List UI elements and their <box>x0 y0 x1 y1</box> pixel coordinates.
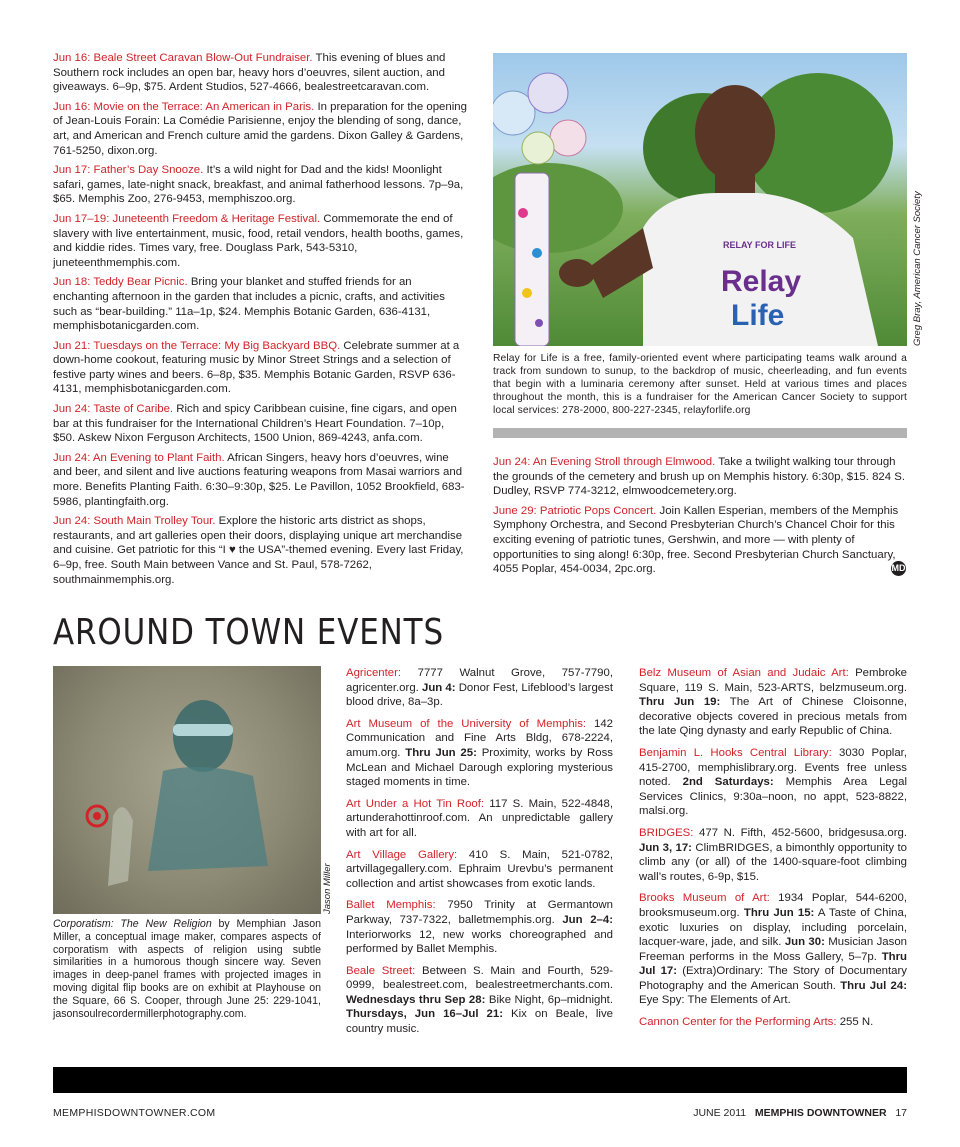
event-title: Jun 24: South Main Trolley Tour. <box>53 515 216 528</box>
event-title: Jun 24: Taste of Caribe. <box>53 403 174 416</box>
event-detail: Kix on Beale, live country music. <box>346 1008 613 1036</box>
venue-name: Agricenter: <box>346 667 402 679</box>
event-title: Jun 16: Beale Street Caravan Blow-Out Fundraiser. <box>53 52 313 64</box>
venue-listing <box>639 826 907 884</box>
corporatism-photo-caption <box>53 918 321 1020</box>
venue-info: 1934 Poplar, 544-6200, brooksmuseum.org. <box>639 892 907 919</box>
footer-magazine-name: MEMPHIS DOWNTOWNER <box>754 1107 887 1119</box>
event-description: In preparation for the opening of Jean-Louis Forain: La Comédie Parisienne, enjoy the blending of song, dance, art, and American and French culture amid the gardens. Dixon Galley & Gardens, 761-5250, dixon.org. <box>53 100 467 157</box>
event-date: Wednesdays thru Sep 28: <box>346 993 486 1006</box>
event-description: Explore the historic arts district as shops, restaurants, and art galleries open their doors, displaying unique art merchandise and cuisine. Get patriotic for this “I ♥ the USA”-themed evening. Every last Friday, 6–9p, free. South Main between Vance and St. Paul, 578-7262, southmainmemphis.org. <box>53 515 464 586</box>
event-title: Jun 21: Tuesdays on the Terrace: My Big Backyard BBQ. <box>53 339 341 352</box>
event-date: Jun 30: <box>784 936 825 949</box>
event-title: Jun 24: An Evening to Plant Faith. <box>53 451 225 464</box>
footer-issue-info <box>693 1107 907 1119</box>
top-left-event-column <box>53 51 467 592</box>
venue-info: 410 S. Main, 521-0782, artvillagegallery.com. Ephraim Urevbu’s permanent collection and artist showcases from exotic lands. <box>346 848 613 890</box>
event-description: Celebrate summer at a down-home cookout, featuring music by Minor Street Strings and a selection of festive party wines and beers. 6–8p, $35. Memphis Botanic Garden, RSVP 636-4131, memphisbotanicgarden.com. <box>53 339 460 396</box>
venue-listing <box>346 666 613 710</box>
event-detail: The Art of Chinese Cloisonne, decorative objects covered in precious metals from the late Qing dynasty and early Republic of China. <box>639 696 907 738</box>
top-right-event-column <box>493 455 907 582</box>
event-detail: Donor Fest, Lifeblood’s largest blood drive, 8a–3p. <box>346 681 613 709</box>
event-listing <box>53 402 467 446</box>
venue-name: Belz Museum of Asian and Judaic Art: <box>639 667 849 679</box>
venue-listing <box>346 797 613 841</box>
event-description: African Singers, heavy hors d’oeuvres, wine and beer, and silent and live auctions featuring weapons from Masai warriors and more. Benefits Planting Faith. 6:30–9:30p, $25. Le Pavillon, 1052 Brookfield, 683-5986, plantingfaith.org. <box>53 451 465 508</box>
page-number: 17 <box>895 1107 907 1119</box>
event-listing <box>53 100 467 158</box>
event-date: Jun 4: <box>421 681 456 694</box>
event-date: Thru Jun 25: <box>405 746 477 759</box>
shirt-text-relay: Relay <box>721 265 802 298</box>
event-description: This evening of blues and Southern rock includes an open bar, heavy hors d’oeuvres, silent auction, and giveaways. 6–9p, $75. Ardent Studios, 527-4666, bealestreetcaravan.com. <box>53 52 446 94</box>
event-listing <box>53 451 467 509</box>
venue-name: Art Under a Hot Tin Roof: <box>346 797 485 810</box>
venue-listing <box>639 891 907 1008</box>
venue-name: Art Museum of the University of Memphis: <box>346 717 587 730</box>
event-description: It’s a wild night for Dad and the kids! Moonlight safari, games, late-night snack, breakfast, and animal fatherhood lessons. 7p–9a, $65. Memphis Zoo, 276-9453, memphiszoo.org. <box>53 164 464 206</box>
event-detail: Eye Spy: The Elements of Art. <box>639 994 791 1007</box>
event-detail: (Extra)Ordinary: The Story of Documentary Photography and the American South. <box>639 965 907 992</box>
event-title: June 29: Patriotic Pops Concert. <box>493 504 657 517</box>
around-town-right-column <box>639 666 907 1037</box>
event-description: Bring your blanket and stuffed friends for an enchanting afternoon in the garden that includes a picnic, crafts, and activities such as “bear-building.” 11a–1p, $24. Memphis Botanic Garden, 636-4131, memphisbotanicgarden.com. <box>53 276 445 333</box>
event-detail: A Taste of China, exotic luxuries on display, including porcelain, lacquer-ware, jade, and silk. <box>639 906 907 949</box>
relay-for-life-photo <box>493 53 907 346</box>
event-date: Jun 3, 17: <box>639 841 692 854</box>
event-title: Jun 17: Father’s Day Snooze. <box>53 164 204 177</box>
relay-photo-illustration <box>493 53 907 346</box>
event-listing <box>53 163 467 207</box>
event-detail: Musician Jason Freeman performs in the Moss Gallery, 5–7p. <box>639 936 907 963</box>
event-date: Thru Jun 15: <box>743 906 815 919</box>
event-listing <box>53 339 467 397</box>
event-date: Thru Jul 24: <box>840 979 907 992</box>
venue-info: 3030 Poplar, 415-2700, memphislibrary.org. Events free unless noted. <box>639 746 907 789</box>
venue-info: 477 N. Fifth, 452-5600, bridgesusa.org. <box>693 826 907 839</box>
event-date: Thursdays, Jun 16–Jul 21: <box>346 1008 504 1021</box>
event-listing <box>493 455 907 499</box>
footer-issue-date: JUNE 2011 <box>693 1107 747 1119</box>
venue-listing <box>346 964 613 1037</box>
venue-info: Pembroke Square, 119 S. Main, 523-ARTS, belzmuseum.org. <box>639 667 907 694</box>
venue-name: Benjamin L. Hooks Central Library: <box>639 746 832 759</box>
event-description: Take a twilight walking tour through the grounds of the cemetery and brush up on Memphis history. 6:30p, $15. 824 S. Dudley, RSVP 774-3212, elmwoodcemetery.org. <box>493 456 905 498</box>
event-detail: Interiorworks 12, new works choreographed and performed by Ballet Memphis. <box>346 928 613 956</box>
end-mark-icon: MD <box>891 561 906 576</box>
event-description: Rich and spicy Caribbean cuisine, fine cigars, and open bar at this fundraiser for the International Children’s Heart Foundation. 7–10p, $50. Askew Nixon Ferguson Architects, 1500 Union, 869-4243, anfa.com. <box>53 403 457 445</box>
venue-name: Ballet Memphis: <box>346 899 436 912</box>
venue-info: 7777 Walnut Grove, 757-7790, agricenter.org. <box>346 667 613 694</box>
event-date: Jun 2–4: <box>562 913 613 926</box>
venue-listing <box>346 717 613 790</box>
venue-listing <box>639 666 907 739</box>
venue-info: Between S. Main and Fourth, 529-0999, bealestreet.com, bealestreetmerchants.com. <box>346 964 614 992</box>
photo-credit: Greg Bray, American Cancer Society <box>912 191 923 346</box>
event-date: 2nd Saturdays: <box>682 776 774 789</box>
photo-credit: Jason Miller <box>322 863 333 914</box>
venue-listing <box>346 898 613 956</box>
shirt-text-top: RELAY FOR LIFE <box>723 240 797 250</box>
event-date: Thru Jun 19: <box>639 696 721 709</box>
venue-name: Cannon Center for the Performing Arts: <box>639 1016 837 1029</box>
event-listing <box>53 212 467 270</box>
event-title: Jun 16: Movie on the Terrace: An American in Paris. <box>53 100 315 113</box>
corporatism-photo <box>53 666 321 914</box>
shirt-text-life: Life <box>731 299 785 332</box>
event-title: Jun 17–19: Juneteenth Freedom & Heritage Festival. <box>53 212 321 225</box>
caption-text: by Memphian Jason Miller, a conceptual image maker, compares aspects of corporatism with aspects of religion using subtle similarities in a humorous though sincere way. Seven images in deep-panel frames with projected images in moving digital flip books are on exhibit at Playhouse on the Square, 66 S. Cooper, through June 25: 229-1041, jasonsoulrecordermillerphotography.com. <box>53 918 321 1020</box>
event-title: Jun 18: Teddy Bear Picnic. <box>53 276 188 289</box>
event-listing <box>53 275 467 333</box>
event-description: Commemorate the end of slavery with live entertainment, music, food, retail vendors, health booths, games, and kiddie rides. Times vary, free. Douglass Park, 543-5310, juneteenthmemphis.com. <box>53 212 464 269</box>
caption-title: Corporatism: The New Religion <box>53 918 212 930</box>
venue-name: BRIDGES: <box>639 826 694 839</box>
venue-name: Brooks Museum of Art: <box>639 892 770 905</box>
event-detail: ClimBRIDGES, a bimonthly opportunity to climb any (or all) of the 1400-square-foot climbing wall’s routes, 6-9p, $15. <box>639 841 907 883</box>
venue-info: 255 N. <box>836 1016 874 1029</box>
venue-info: 7950 Trinity at Germantown Parkway, 737-7322, balletmemphis.org. <box>346 899 613 926</box>
event-date: Thru Jul 17: <box>639 950 907 978</box>
footer-bar <box>53 1067 907 1093</box>
divider-bar <box>493 428 907 438</box>
venue-info: 142 Communication and Fine Arts Bldg, 678-2224, amum.org. <box>346 717 614 759</box>
event-listing <box>493 504 907 577</box>
event-detail: Memphis Area Legal Services Clinics, 9:30a–noon, no appt, 523-8822, malsi.org. <box>639 776 907 818</box>
corporatism-photo-illustration <box>53 666 321 914</box>
event-title: Jun 24: An Evening Stroll through Elmwood. <box>493 456 716 468</box>
venue-listing <box>639 746 907 819</box>
event-detail: Bike Night, 6p–midnight. <box>485 993 613 1006</box>
venue-name: Beale Street: <box>346 964 416 977</box>
relay-photo-caption: Relay for Life is a free, family-oriented event where participating teams walk around a track from sundown to sunup, to the backdrop of music, cheerleading, and fun events that begin with a luminaria ceremony after sunset. Held at various times and places throughout the month, this is a fundraiser for the American Cancer Society to support local services: 278-2000, 800-227-2345, relayforlife.org <box>493 353 907 416</box>
footer-website: MEMPHISDOWNTOWNER.COM <box>53 1107 216 1119</box>
around-town-middle-column <box>346 666 613 1044</box>
venue-info: 117 S. Main, 522-4848, artunderahottinroof.com. An unpredictable gallery with art for all. <box>346 797 613 839</box>
venue-name: Art Village Gallery: <box>346 848 458 861</box>
event-description: Join Kallen Esperian, members of the Memphis Symphony Orchestra, and Second Presbyterian Church’s Chancel Choir for this exciting evening of patriotic tunes, Gershwin, and more — with plenty of opportunities to sing along! 6:30p, free. Second Presbyterian Church Sanctuary, 4055 Poplar, 454-0034, 2pc.org. <box>493 504 899 576</box>
venue-listing <box>639 1015 907 1030</box>
event-detail: Proximity, works by Ross McLean and Michael Darough exploring mysterious staged moments in time. <box>346 746 613 789</box>
event-listing <box>53 514 467 587</box>
venue-listing <box>346 848 613 892</box>
section-heading: AROUND TOWN EVENTS <box>53 612 444 653</box>
event-listing <box>53 51 467 95</box>
